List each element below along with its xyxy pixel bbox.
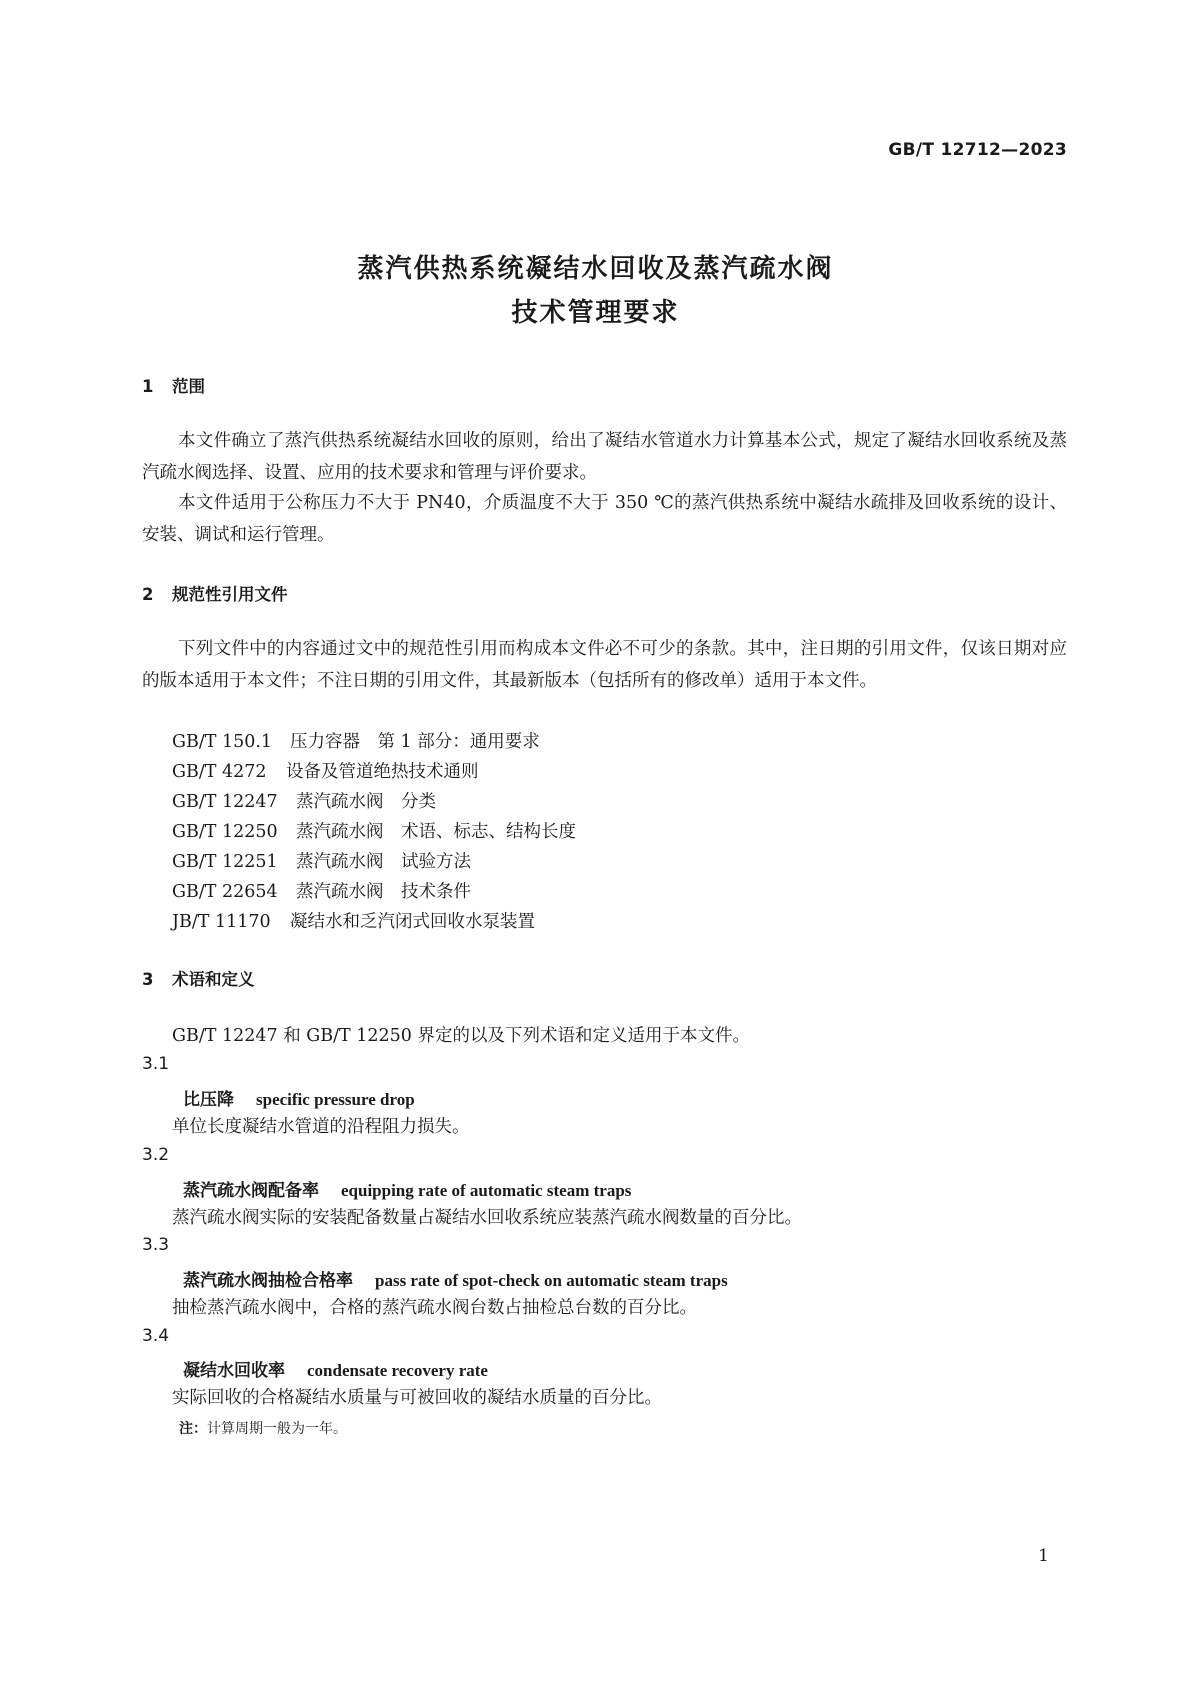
reference-item [172,788,436,813]
section-title: 范围 [172,377,205,396]
section-2-heading [142,581,288,605]
term-chinese: 蒸汽疏水阀配备率 [183,1181,319,1201]
reference-code: GB/T 22654 [172,882,278,902]
note-label: 注： [179,1421,207,1437]
term-entry [183,1176,631,1201]
reference-item [172,878,471,903]
reference-code: GB/T 150.1 [172,732,273,752]
term-definition: 蒸汽疏水阀实际的安装配备数量占凝结水回收系统应装蒸汽疏水阀数量的百分比。 [172,1208,802,1228]
term-english: pass rate of spot-check on automatic steam traps [375,1271,728,1290]
term-chinese: 比压降 [183,1090,234,1110]
clause-number: 3.2 [142,1145,170,1165]
reference-title: 蒸汽疏水阀 技术条件 [296,882,471,902]
term-english: specific pressure drop [256,1090,415,1109]
section-1-paragraph-1 [142,425,1067,489]
section-title: 规范性引用文件 [172,585,288,604]
reference-code: GB/T 12251 [172,852,278,872]
reference-item [172,728,540,753]
reference-item [172,758,479,783]
paragraph-text: 下列文件中的内容通过文中的规范性引用而构成本文件必不可少的条款。其中，注日期的引用文件，仅该日期对应的版本适用于本文件；不注日期的引用文件，其最新版本（包括所有的修改单）适用于本文件。 [142,639,1067,691]
reference-item [172,908,535,933]
reference-item [172,818,576,843]
reference-title: 蒸汽疏水阀 试验方法 [296,852,471,872]
document-title-line-1: 蒸汽供热系统凝结水回收及蒸汽疏水阀 [357,254,834,284]
section-2-intro [142,633,1067,697]
reference-code: JB/T 11170 [172,912,271,932]
term-entry [183,1356,488,1381]
term-chinese: 蒸汽疏水阀抽检合格率 [183,1271,353,1291]
reference-code: GB/T 12247 [172,792,278,812]
standard-code: GB/T 12712—2023 [888,140,1067,160]
section-3-heading [142,966,255,990]
reference-title: 凝结水和乏汽闭式回收水泵装置 [290,912,535,932]
document-title-line-2: 技术管理要求 [511,298,680,328]
clause-number: 3.1 [142,1054,170,1074]
section-number: 2 [142,585,154,604]
paragraph-text: 本文件确立了蒸汽供热系统凝结水回收的原则，给出了凝结水管道水力计算基本公式，规定了凝结水回收系统及蒸汽疏水阀选择、设置、应用的技术要求和管理与评价要求。 [142,431,1067,483]
term-definition: 单位长度凝结水管道的沿程阻力损失。 [172,1117,470,1137]
reference-item [172,848,471,873]
section-title: 术语和定义 [172,970,255,989]
note [179,1418,347,1438]
reference-title: 设备及管道绝热技术通则 [286,762,479,782]
term-english: equipping rate of automatic steam traps [341,1181,632,1200]
term-english: condensate recovery rate [307,1361,488,1380]
section-1-paragraph-2 [142,487,1067,551]
reference-title: 压力容器 第 1 部分：通用要求 [290,732,540,752]
term-definition: 抽检蒸汽疏水阀中，合格的蒸汽疏水阀台数占抽检总台数的百分比。 [172,1298,697,1318]
paragraph-text: 本文件适用于公称压力不大于 PN40，介质温度不大于 350 ℃的蒸汽供热系统中凝结水疏排及回收系统的设计、安装、调试和运行管理。 [142,493,1067,545]
clause-number: 3.4 [142,1326,170,1346]
term-chinese: 凝结水回收率 [183,1361,285,1381]
reference-code: GB/T 12250 [172,822,278,842]
page-number: 1 [1038,1546,1049,1566]
term-entry [183,1085,415,1110]
section-1-heading [142,373,205,397]
term-entry [183,1266,728,1291]
section-number: 3 [142,970,154,989]
reference-code: GB/T 4272 [172,762,267,782]
term-definition: 实际回收的合格凝结水质量与可被回收的凝结水质量的百分比。 [172,1388,662,1408]
note-text: 计算周期一般为一年。 [207,1421,347,1437]
section-number: 1 [142,377,154,396]
section-3-intro: GB/T 12247 和 GB/T 12250 界定的以及下列术语和定义适用于本文件。 [172,1026,750,1046]
clause-number: 3.3 [142,1235,170,1255]
reference-title: 蒸汽疏水阀 术语、标志、结构长度 [296,822,576,842]
reference-title: 蒸汽疏水阀 分类 [296,792,436,812]
